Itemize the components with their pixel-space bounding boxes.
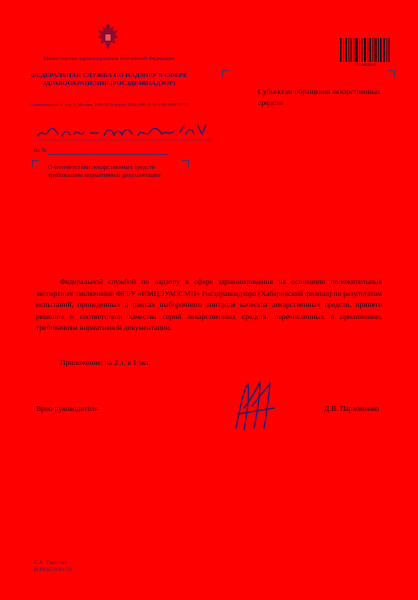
agency-address: Славянская пл. 4, стр. 1, Москва, 109074 Телефон: (495) 698 45 38; (495) 698 15 74	[30, 102, 188, 107]
executor-info	[34, 560, 72, 574]
subject-bracket-left	[32, 160, 39, 167]
handwritten-reference	[34, 122, 212, 144]
barcode	[340, 38, 390, 62]
attachment-note: Приложение: на 2 л. в 1 экз.	[60, 358, 151, 367]
reply-to-line	[48, 154, 168, 155]
body-paragraph: Федеральной службой по надзору в сфере здравоохранения на основании положительных экспертных заключений ФГБУ «ИМЦЭУАОСМП» Росздравнадзора (Хабаровский филиал) по результатам испытаний, проведенных в рамках выборочного контроля качества лекарственных средств, принято решение о соответствии качества серий лекарственных средств, перечисленных в приложении, требованиям нормативной документации.	[36, 277, 382, 333]
addressee-bracket-right	[388, 70, 395, 77]
executor-phone: 8(499)578-01-23	[34, 567, 72, 573]
barcode-number: 3232893939	[353, 62, 377, 67]
signatory-name: Д.В. Пархоменко	[324, 404, 380, 413]
agency-name: ФЕДЕРАЛЬНАЯ СЛУЖБА ПО НАДЗОРУ В СФЕРЕ ЗДРАВООХРАНЕНИЯ (РОСЗДРАВНАДЗОР)	[30, 72, 188, 87]
handwritten-signature	[230, 378, 280, 434]
addressee: Субъектам обращения лекарственных средств	[258, 87, 381, 107]
document-subject: О соответствии лекарственных средств требованиям нормативной документации	[48, 164, 161, 180]
addressee-bracket-left	[222, 70, 229, 77]
reply-to-label: на №	[34, 148, 48, 154]
executor-name: С.А. Тарасова	[34, 560, 67, 566]
ministry-name: Министерство здравоохранения Российской Федерации	[43, 56, 175, 62]
coat-of-arms-emblem	[92, 22, 124, 54]
signatory-role: Врио руководителя	[36, 404, 99, 413]
